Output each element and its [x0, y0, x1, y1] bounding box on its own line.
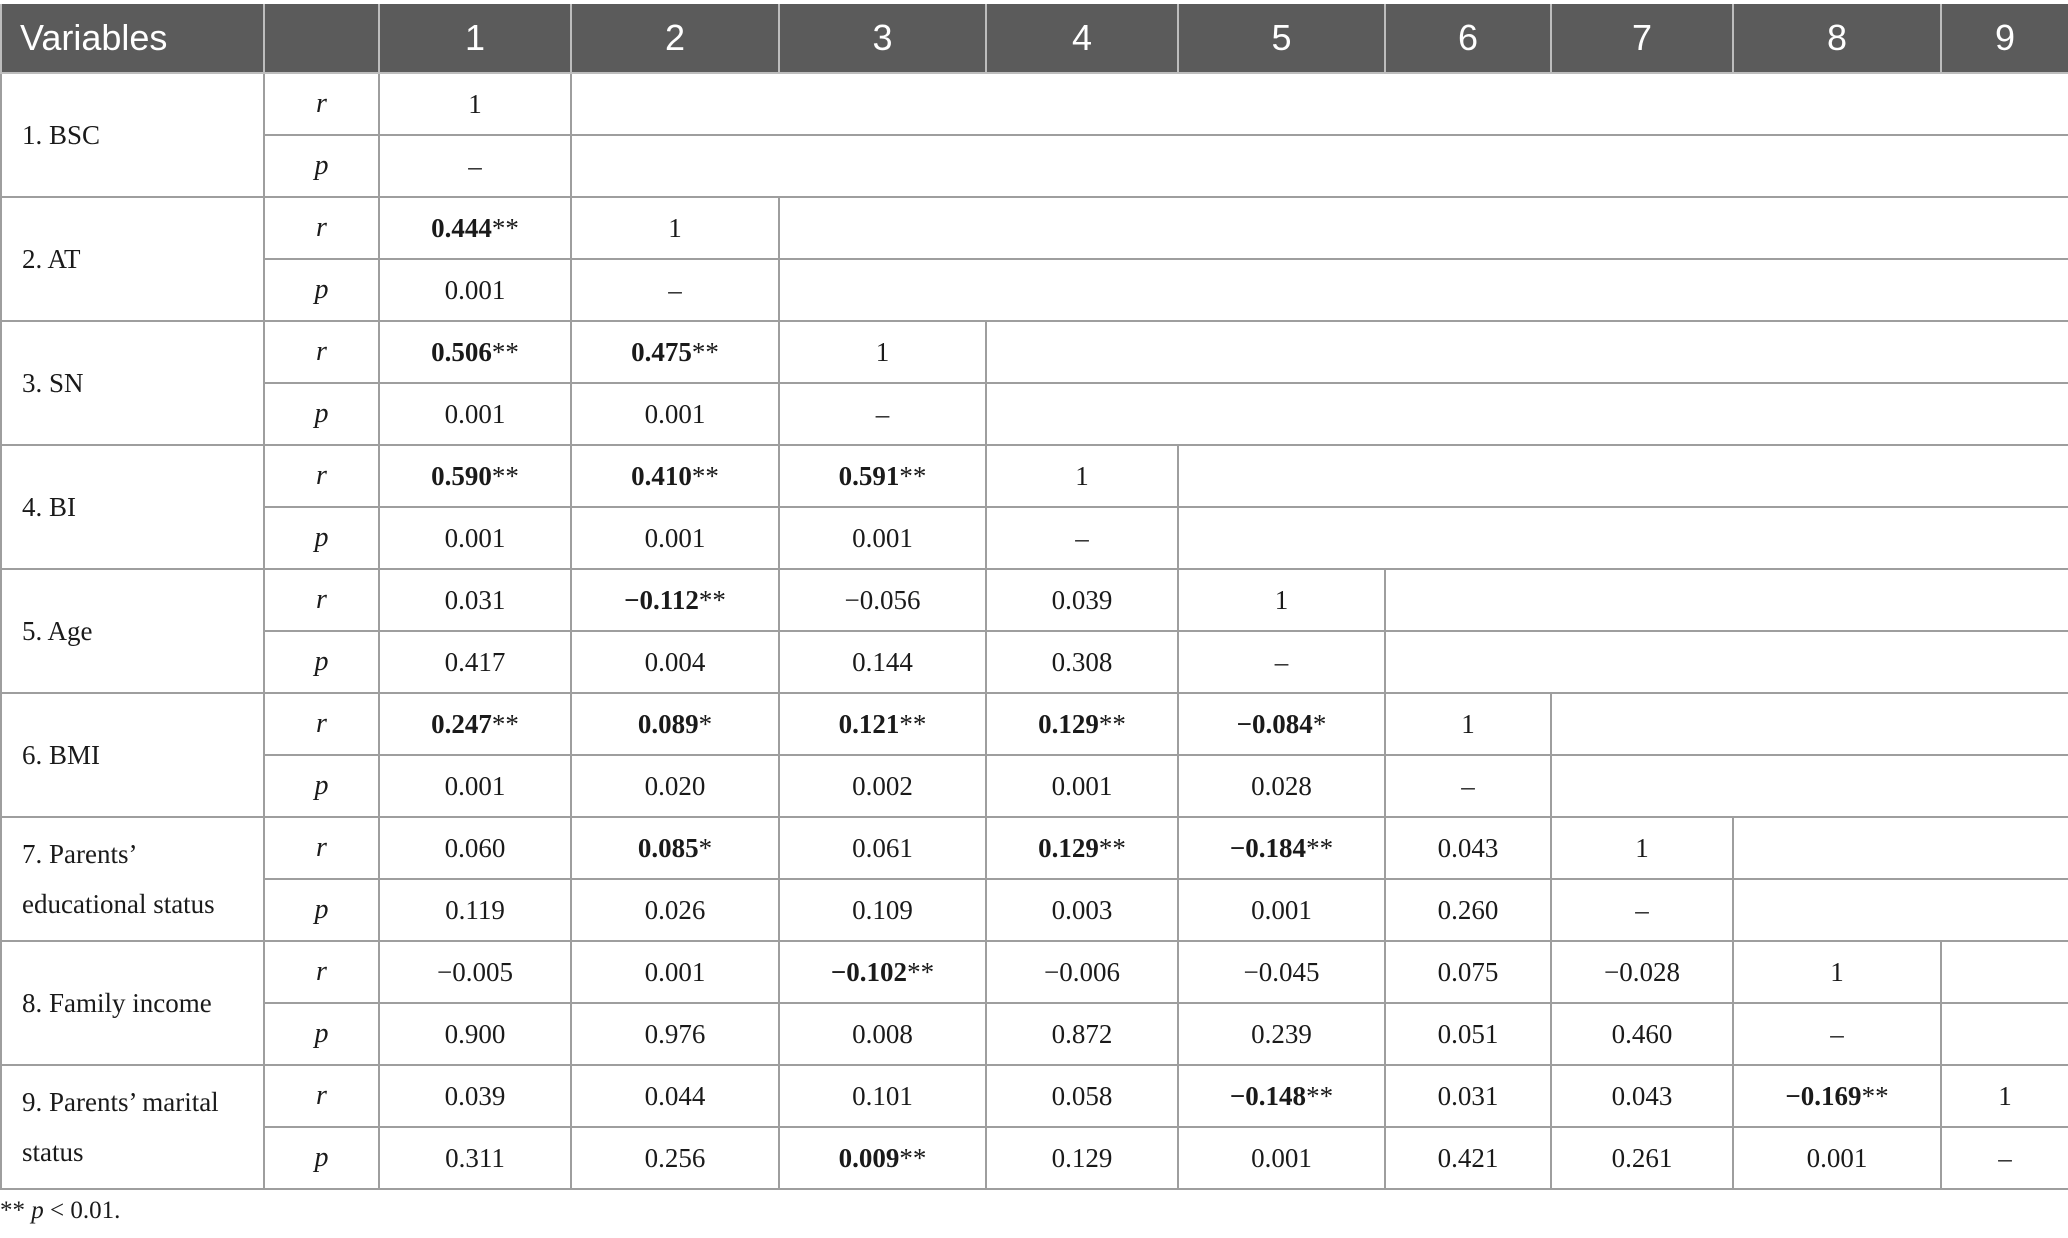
value-cell: [779, 941, 986, 1003]
value-cell: [986, 879, 1178, 941]
empty-cell: [986, 383, 2068, 445]
cell-value: 0.506: [431, 336, 492, 367]
empty-cell: [779, 259, 2068, 321]
value-cell: [986, 569, 1178, 631]
significance-stars: **: [899, 708, 927, 739]
cell-value: 0.031: [1437, 1080, 1499, 1111]
stat-label-r: r: [264, 445, 379, 507]
significance-stars: *: [698, 832, 713, 863]
cell-value: 0.020: [644, 770, 706, 801]
value-cell: [1551, 1003, 1733, 1065]
significance-stars: **: [1098, 708, 1126, 739]
value-cell: [1178, 755, 1385, 817]
cell-value: 0.247: [431, 708, 492, 739]
header-col-6: 6: [1385, 4, 1551, 73]
cell-value: 0.001: [644, 398, 706, 429]
cell-value: 0.109: [852, 894, 913, 925]
significance-stars: **: [907, 956, 935, 987]
cell-value: −0.102: [830, 956, 908, 987]
value-cell: [1551, 817, 1733, 879]
cell-value: −0.006: [1044, 956, 1120, 987]
cell-value: –: [1635, 894, 1649, 925]
cell-value: –: [468, 150, 482, 181]
cell-value: 0.444: [431, 212, 492, 243]
stat-label-p: p: [264, 507, 379, 569]
cell-value: 0.129: [1038, 832, 1099, 863]
stat-label-r: r: [264, 569, 379, 631]
correlation-table-container: [0, 4, 2068, 1190]
cell-value: 0.311: [445, 1142, 505, 1173]
value-cell: [779, 569, 986, 631]
cell-value: 1: [1274, 584, 1289, 615]
value-cell: [1733, 1065, 1941, 1127]
value-cell: [986, 631, 1178, 693]
value-cell: [379, 1127, 571, 1189]
value-cell: [571, 197, 779, 259]
cell-value: 0.044: [644, 1080, 706, 1111]
cell-value: –: [668, 274, 682, 305]
value-cell: [379, 321, 571, 383]
value-cell: [571, 817, 779, 879]
value-cell: [379, 941, 571, 1003]
value-cell: [571, 1003, 779, 1065]
value-cell: [1178, 569, 1385, 631]
value-cell: [1385, 941, 1551, 1003]
value-cell: [379, 817, 571, 879]
empty-cell: [1941, 941, 2068, 1003]
table-row: [1, 445, 2068, 507]
cell-value: 0.417: [444, 646, 506, 677]
cell-value: 0.001: [1806, 1142, 1868, 1173]
stat-label-r: r: [264, 197, 379, 259]
cell-value: 0.001: [444, 770, 506, 801]
value-cell: [379, 445, 571, 507]
value-cell: [1178, 631, 1385, 693]
table-row: [1, 879, 2068, 941]
stat-label-r: r: [264, 321, 379, 383]
cell-value: 0.001: [644, 956, 706, 987]
value-cell: [1385, 817, 1551, 879]
value-cell: [379, 1065, 571, 1127]
cell-value: 0.119: [445, 894, 505, 925]
value-cell: [379, 507, 571, 569]
value-cell: [779, 445, 986, 507]
cell-value: 0.043: [1611, 1080, 1673, 1111]
table-row: [1, 1003, 2068, 1065]
cell-value: −0.169: [1785, 1080, 1862, 1111]
cell-value: 0.001: [444, 274, 506, 305]
cell-value: 0.591: [838, 460, 900, 491]
cell-value: 0.002: [852, 770, 913, 801]
empty-cell: [571, 135, 2068, 197]
cell-value: 0.260: [1437, 894, 1499, 925]
cell-value: 1: [668, 212, 682, 243]
cell-value: 0.421: [1437, 1142, 1499, 1173]
table-row: [1, 755, 2068, 817]
cell-value: −0.184: [1229, 832, 1307, 863]
table-row: [1, 693, 2068, 755]
cell-value: 0.043: [1437, 832, 1499, 863]
value-cell: [986, 1003, 1178, 1065]
significance-stars: **: [491, 708, 519, 739]
empty-cell: [1551, 693, 2068, 755]
cell-value: 0.001: [444, 522, 506, 553]
header-row: [1, 4, 2068, 73]
cell-value: 0.256: [644, 1142, 706, 1173]
value-cell: [779, 1003, 986, 1065]
value-cell: [779, 1065, 986, 1127]
cell-value: 0.061: [852, 832, 913, 863]
value-cell: [379, 197, 571, 259]
stat-label-r: r: [264, 693, 379, 755]
cell-value: −0.084: [1236, 708, 1313, 739]
value-cell: [571, 631, 779, 693]
empty-cell: [571, 73, 2068, 135]
value-cell: [1551, 879, 1733, 941]
cell-value: 0.590: [431, 460, 492, 491]
value-cell: [1178, 693, 1385, 755]
cell-value: 0.308: [1051, 646, 1113, 677]
value-cell: [779, 693, 986, 755]
value-cell: [571, 569, 779, 631]
cell-value: –: [1274, 646, 1289, 677]
cell-value: 0.031: [444, 584, 506, 615]
cell-value: 0.075: [1437, 956, 1499, 987]
significance-stars: **: [691, 336, 719, 367]
value-cell: [1733, 1003, 1941, 1065]
cell-value: 0.009: [838, 1142, 900, 1173]
value-cell: [571, 383, 779, 445]
empty-cell: [1178, 507, 2068, 569]
value-cell: [571, 693, 779, 755]
value-cell: [1551, 1127, 1733, 1189]
significance-stars: **: [491, 460, 519, 491]
cell-value: 0.028: [1251, 770, 1312, 801]
value-cell: [986, 941, 1178, 1003]
significance-stars: **: [1306, 832, 1334, 863]
table-row: [1, 817, 2068, 879]
table-body: [1, 73, 2068, 1189]
significance-stars: **: [698, 584, 726, 615]
value-cell: [986, 693, 1178, 755]
value-cell: [379, 879, 571, 941]
cell-value: 0.001: [1051, 770, 1113, 801]
stat-label-r: r: [264, 817, 379, 879]
value-cell: [779, 1127, 986, 1189]
value-cell: [1385, 879, 1551, 941]
significance-stars: **: [1861, 1080, 1889, 1111]
value-cell: [571, 321, 779, 383]
cell-value: 0.026: [644, 894, 706, 925]
variable-name-cell: 8. Family income: [1, 941, 264, 1065]
cell-value: 0.129: [1038, 708, 1099, 739]
value-cell: [986, 445, 1178, 507]
value-cell: [571, 259, 779, 321]
cell-value: 0.101: [852, 1080, 913, 1111]
cell-value: 1: [468, 88, 482, 119]
header-variables: Variables: [1, 4, 264, 73]
cell-value: 1: [1075, 460, 1089, 491]
value-cell: [1733, 941, 1941, 1003]
cell-value: 0.051: [1437, 1018, 1499, 1049]
cell-value: 0.085: [637, 832, 699, 863]
footnote-p: p: [31, 1197, 44, 1224]
cell-value: 1: [1998, 1080, 2012, 1111]
variable-name-cell: 7. Parents’ educational status: [1, 817, 264, 941]
value-cell: [1178, 1003, 1385, 1065]
value-cell: [986, 755, 1178, 817]
value-cell: [1551, 941, 1733, 1003]
header-col-3: 3: [779, 4, 986, 73]
value-cell: [379, 1003, 571, 1065]
value-cell: [986, 1127, 1178, 1189]
value-cell: [379, 631, 571, 693]
cell-value: 0.410: [631, 460, 692, 491]
cell-value: 1: [1635, 832, 1649, 863]
significance-stars: **: [1306, 1080, 1334, 1111]
value-cell: [571, 879, 779, 941]
value-cell: [379, 135, 571, 197]
stat-label-p: p: [264, 755, 379, 817]
value-cell: [1385, 693, 1551, 755]
cell-value: 0.089: [637, 708, 699, 739]
value-cell: [571, 1127, 779, 1189]
table-row: [1, 383, 2068, 445]
cell-value: 0.460: [1611, 1018, 1673, 1049]
footnote-stars: **: [0, 1197, 25, 1224]
stat-label-p: p: [264, 1003, 379, 1065]
header-col-7: 7: [1551, 4, 1733, 73]
significance-stars: **: [899, 1142, 927, 1173]
cell-value: 0.039: [444, 1080, 506, 1111]
empty-cell: [1941, 1003, 2068, 1065]
value-cell: [779, 383, 986, 445]
value-cell: [1385, 755, 1551, 817]
cell-value: −0.028: [1604, 956, 1680, 987]
cell-value: 1: [875, 336, 890, 367]
value-cell: [1178, 879, 1385, 941]
cell-value: −0.045: [1243, 956, 1320, 987]
value-cell: [571, 445, 779, 507]
value-cell: [986, 507, 1178, 569]
cell-value: 0.872: [1051, 1018, 1113, 1049]
value-cell: [571, 755, 779, 817]
value-cell: [779, 507, 986, 569]
header-col-5: 5: [1178, 4, 1385, 73]
value-cell: [1733, 1127, 1941, 1189]
table-row: [1, 569, 2068, 631]
table-row: [1, 631, 2068, 693]
cell-value: 0.003: [1051, 894, 1113, 925]
value-cell: [571, 941, 779, 1003]
cell-value: −0.112: [624, 584, 699, 615]
cell-value: 0.001: [1251, 1142, 1312, 1173]
cell-value: –: [875, 398, 890, 429]
value-cell: [986, 1065, 1178, 1127]
cell-value: 0.004: [644, 646, 706, 677]
value-cell: [986, 817, 1178, 879]
table-row: [1, 259, 2068, 321]
stat-label-r: r: [264, 73, 379, 135]
cell-value: –: [1998, 1142, 2012, 1173]
cell-value: –: [1830, 1018, 1844, 1049]
value-cell: [571, 507, 779, 569]
value-cell: [379, 383, 571, 445]
table-footnote: [0, 1197, 120, 1225]
header-col-9: 9: [1941, 4, 2068, 73]
stat-label-p: p: [264, 631, 379, 693]
stat-label-p: p: [264, 383, 379, 445]
value-cell: [379, 259, 571, 321]
significance-stars: **: [491, 212, 519, 243]
variable-name-cell: 2. AT: [1, 197, 264, 321]
cell-value: –: [1461, 770, 1475, 801]
cell-value: 0.976: [644, 1018, 706, 1049]
significance-stars: **: [1098, 832, 1126, 863]
value-cell: [1385, 1003, 1551, 1065]
value-cell: [1178, 941, 1385, 1003]
header-col-1: 1: [379, 4, 571, 73]
cell-value: –: [1075, 522, 1089, 553]
empty-cell: [1551, 755, 2068, 817]
cell-value: 0.475: [631, 336, 692, 367]
empty-cell: [1385, 569, 2068, 631]
value-cell: [379, 755, 571, 817]
table-row: [1, 135, 2068, 197]
variable-name-cell: 1. BSC: [1, 73, 264, 197]
table-row: [1, 1065, 2068, 1127]
significance-stars: **: [491, 336, 519, 367]
cell-value: 0.261: [1611, 1142, 1673, 1173]
empty-cell: [986, 321, 2068, 383]
header-col-8: 8: [1733, 4, 1941, 73]
variable-name-cell: 6. BMI: [1, 693, 264, 817]
cell-value: 0.129: [1051, 1142, 1113, 1173]
stat-label-r: r: [264, 941, 379, 1003]
cell-value: 0.058: [1051, 1080, 1113, 1111]
variable-name-cell: 5. Age: [1, 569, 264, 693]
variable-name-cell: 9. Parents’ marital status: [1, 1065, 264, 1189]
cell-value: 0.001: [1251, 894, 1312, 925]
value-cell: [779, 879, 986, 941]
value-cell: [1385, 1065, 1551, 1127]
cell-value: 0.060: [444, 832, 506, 863]
cell-value: 0.121: [838, 708, 900, 739]
table-row: [1, 1127, 2068, 1189]
significance-stars: *: [698, 708, 713, 739]
cell-value: 0.039: [1051, 584, 1113, 615]
stat-label-p: p: [264, 135, 379, 197]
cell-value: −0.148: [1229, 1080, 1307, 1111]
value-cell: [1178, 817, 1385, 879]
stat-label-r: r: [264, 1065, 379, 1127]
variable-name-cell: 4. BI: [1, 445, 264, 569]
stat-label-p: p: [264, 879, 379, 941]
cell-value: 0.008: [852, 1018, 913, 1049]
significance-stars: **: [691, 460, 719, 491]
correlation-table: [0, 4, 2068, 1190]
value-cell: [379, 569, 571, 631]
value-cell: [779, 755, 986, 817]
value-cell: [571, 1065, 779, 1127]
cell-value: 0.001: [444, 398, 506, 429]
cell-value: 1: [1830, 956, 1844, 987]
stat-label-p: p: [264, 1127, 379, 1189]
value-cell: [1551, 1065, 1733, 1127]
cell-value: 1: [1461, 708, 1475, 739]
value-cell: [779, 817, 986, 879]
header-stat: [264, 4, 379, 73]
cell-value: −0.056: [844, 584, 921, 615]
value-cell: [779, 321, 986, 383]
value-cell: [1178, 1127, 1385, 1189]
empty-cell: [1385, 631, 2068, 693]
value-cell: [379, 73, 571, 135]
variable-name-cell: 3. SN: [1, 321, 264, 445]
cell-value: 0.001: [644, 522, 706, 553]
cell-value: 0.144: [852, 646, 913, 677]
empty-cell: [1733, 879, 2068, 941]
header-col-4: 4: [986, 4, 1178, 73]
table-row: [1, 73, 2068, 135]
footnote-text: < 0.01.: [43, 1197, 121, 1224]
value-cell: [1941, 1065, 2068, 1127]
stat-label-p: p: [264, 259, 379, 321]
cell-value: −0.005: [437, 956, 513, 987]
cell-value: 0.001: [852, 522, 913, 553]
header-col-2: 2: [571, 4, 779, 73]
empty-cell: [779, 197, 2068, 259]
table-row: [1, 321, 2068, 383]
empty-cell: [1733, 817, 2068, 879]
value-cell: [1178, 1065, 1385, 1127]
value-cell: [379, 693, 571, 755]
cell-value: 0.900: [444, 1018, 506, 1049]
significance-stars: *: [1312, 708, 1327, 739]
significance-stars: **: [899, 460, 927, 491]
table-row: [1, 507, 2068, 569]
value-cell: [779, 631, 986, 693]
table-row: [1, 197, 2068, 259]
cell-value: 0.239: [1251, 1018, 1312, 1049]
value-cell: [1941, 1127, 2068, 1189]
empty-cell: [1178, 445, 2068, 507]
table-row: [1, 941, 2068, 1003]
value-cell: [1385, 1127, 1551, 1189]
